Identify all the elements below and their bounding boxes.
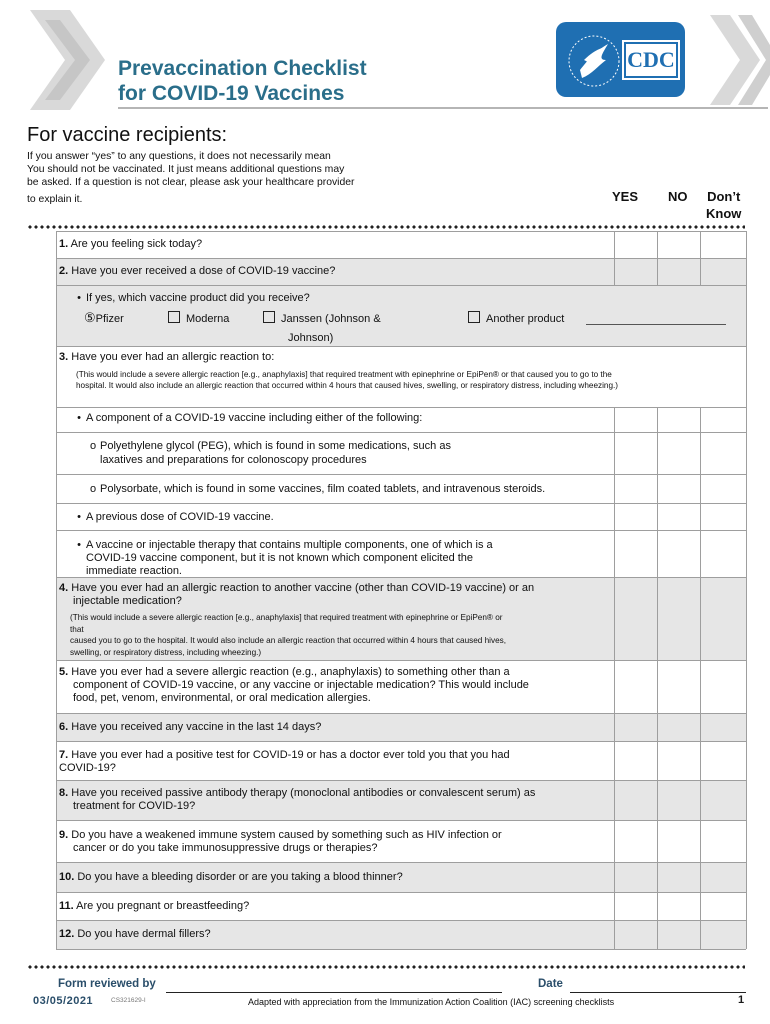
question-row-2: 2. Have you ever received a dose of COVID-19 vaccine? — [56, 258, 746, 286]
credit-text: Adapted with appreciation from the Immunization Action Coalition (IAC) screening checklists — [248, 997, 615, 1007]
answer-column-line — [746, 231, 747, 949]
question-row-9: 9. Do you have a weakened immune system caused by something such as HIV infection or cancer or do you take immunosuppressive drugs or therapies? — [56, 820, 746, 863]
question-row-7: 7. Have you ever had a positive test for COVID-19 or has a doctor ever told you that you had COVID-19? — [56, 741, 746, 781]
column-no: NO — [668, 189, 688, 204]
question-row-3c: • A vaccine or injectable therapy that contains multiple components, one of which is a COVID-19 vaccine component, but it is not known which component elicited the immediate reaction. — [56, 530, 746, 578]
section-subtitle: For vaccine recipients: — [27, 124, 228, 146]
column-dont-know: Don’t Know — [706, 189, 742, 221]
document-code: CS321629-I — [111, 997, 146, 1004]
question-row-6: 6. Have you received any vaccine in the last 14 days? — [56, 713, 746, 742]
title-divider — [118, 107, 768, 109]
question-row-3a2: o Polysorbate, which is found in some vaccines, film coated tablets, and intravenous steroids. — [56, 474, 746, 504]
right-chevron-decoration — [690, 0, 770, 115]
page-title: Prevaccination Checklist for COVID-19 Vaccines — [118, 57, 367, 105]
question-row-3a: • A component of a COVID-19 vaccine including either of the following: — [56, 407, 746, 433]
option-pfizer[interactable]: ⑤Pfizer — [84, 310, 124, 325]
option-another-product[interactable]: Another product — [468, 311, 564, 326]
intro-text: If you answer “yes” to any questions, it does not necessarily mean You should not be vaccinated. It just means additional questions may be asked. If a question is not clear, please ask your healthcare provider to explain it. — [27, 151, 355, 205]
question-row-5: 5. Have you ever had a severe allergic reaction (e.g., anaphylaxis) to something other than a component of COVID-19 vaccine, or any vaccine or injectable medication? This would include food, pet, venom, environmental, or oral medication allergies. — [56, 660, 746, 714]
answer-column-line — [56, 231, 57, 949]
checkbox-janssen[interactable] — [263, 311, 275, 323]
another-product-field[interactable] — [586, 324, 726, 325]
answer-column-line — [614, 407, 615, 949]
question-row-3a1: o Polyethylene glycol (PEG), which is found in some medications, such as laxatives and preparations for colonoscopy procedures — [56, 432, 746, 475]
checkbox-another[interactable] — [468, 311, 480, 323]
page-number: 1 — [738, 994, 745, 1006]
option-moderna[interactable]: Moderna — [168, 311, 229, 326]
question-row-1: 1. Are you feeling sick today? — [56, 231, 746, 259]
form-reviewed-by-label: Form reviewed by — [58, 978, 156, 990]
question-row-3b: • A previous dose of COVID-19 vaccine. — [56, 503, 746, 531]
date-label: Date — [538, 978, 563, 990]
revision-date: 03/05/2021 — [33, 995, 94, 1007]
question-row-3: 3. Have you ever had an allergic reaction to: (This would include a severe allergic reaction [e.g., anaphylaxis] that required treatment with epinephrine or EpiPen® or that caused you to go to the hospital. It would also include an allergic reaction that occurred within 4 hours that caused hives, swelling, or respiratory distress, including wheezing.) — [56, 346, 746, 408]
answer-column-line — [657, 231, 658, 285]
janssen-label-cont: Johnson) — [288, 332, 334, 344]
column-yes: YES — [612, 189, 639, 204]
cdc-logo-text: CDC — [624, 42, 678, 78]
dotted-divider-bottom — [27, 965, 745, 969]
answer-column-line — [657, 407, 658, 949]
question-row-4: 4. Have you ever had an allergic reaction to another vaccine (other than COVID-19 vaccine) or an injectable medication? (This would include a severe allergic reaction [e.g., anaphylaxis] that required treatment with epinephrine or EpiPen® or that caused you to go to the hospital. It would also include an allergic reaction that occurred within 4 hours that caused hives, swelling, or respiratory distress, including wheezing.) — [56, 577, 746, 661]
question-row-2-sub: • If yes, which vaccine product did you receive? ⑤Pfizer Moderna Janssen (Johnson & Johnson) Another product — [56, 285, 746, 347]
checkbox-moderna[interactable] — [168, 311, 180, 323]
hhs-eagle-icon — [568, 30, 620, 92]
question-row-11: 11. Are you pregnant or breastfeeding? — [56, 892, 746, 921]
reviewed-by-field[interactable] — [166, 992, 502, 993]
question-row-12: 12. Do you have dermal fillers? — [56, 920, 746, 950]
answer-column-line — [700, 231, 701, 285]
date-field[interactable] — [570, 992, 746, 993]
answer-column-line — [614, 231, 615, 285]
question-row-8: 8. Have you received passive antibody therapy (monoclonal antibodies or convalescent serum) as treatment for COVID-19? — [56, 780, 746, 821]
answer-column-line — [700, 407, 701, 949]
option-janssen[interactable]: Janssen (Johnson & — [263, 311, 381, 326]
dotted-divider-top — [27, 225, 745, 229]
question-row-10: 10. Do you have a bleeding disorder or are you taking a blood thinner? — [56, 862, 746, 893]
left-chevron-decoration — [0, 0, 120, 115]
